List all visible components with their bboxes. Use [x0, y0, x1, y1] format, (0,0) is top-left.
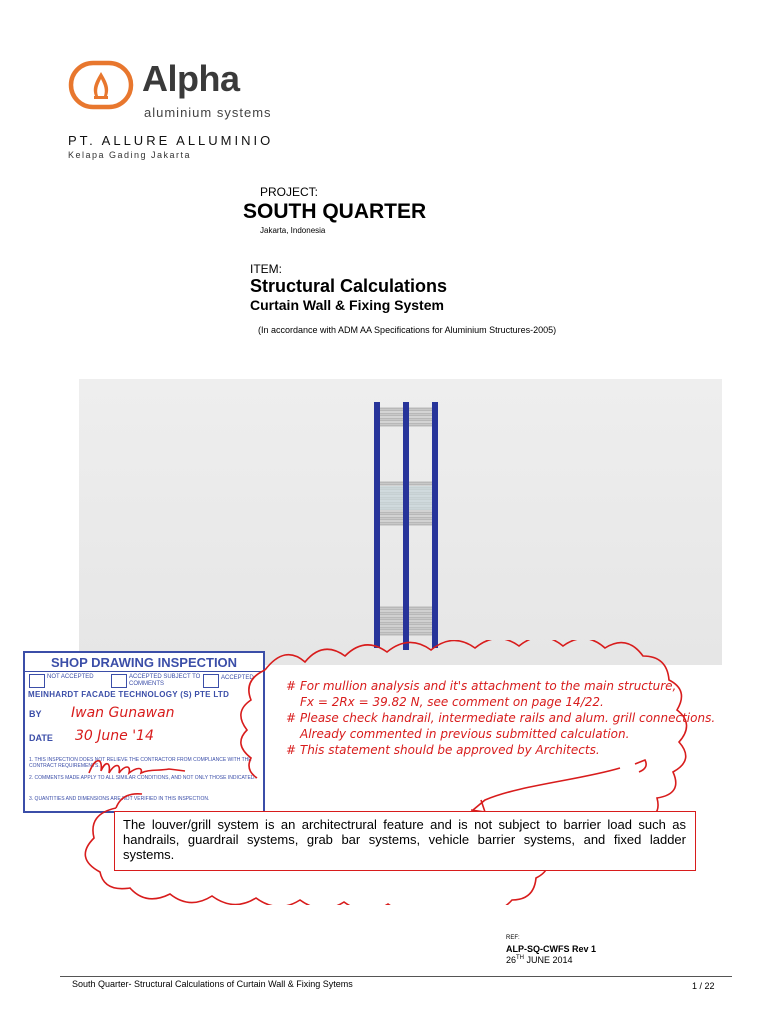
stamp-title: SHOP DRAWING INSPECTION [50, 655, 238, 670]
comment-line-4: Already commented in previous submitted calculation. [300, 727, 630, 741]
stamp-date-label: DATE [29, 733, 53, 743]
footer-title: South Quarter- Structural Calculations of Curtain Wall & Fixing Sytems [72, 979, 353, 989]
project-location: Jakarta, Indonesia [260, 226, 326, 235]
stamp-company: MEINHARDT FACADE TECHNOLOGY (S) PTE LTD [28, 690, 230, 699]
ref-date [506, 955, 573, 965]
comment-line-1: # For mullion analysis and it's attachment to the main structure, [286, 679, 677, 693]
comment-line-5: # This statement should be approved by Architects. [286, 743, 600, 757]
item-label: ITEM: [250, 262, 282, 276]
project-label: PROJECT: [260, 185, 319, 199]
ref-label: REF: [506, 935, 520, 941]
project-name: SOUTH QUARTER [243, 200, 427, 223]
ref-code: ALP-SQ-CWFS Rev 1 [506, 944, 597, 954]
alpha-logo-icon [68, 60, 134, 110]
ref-date-rest: JUNE 2014 [524, 955, 573, 965]
stamp-option-accepted: ACCEPTED [221, 675, 254, 681]
company-location: Kelapa Gading Jakarta [68, 150, 192, 160]
review-comments [286, 678, 715, 758]
stamp-checkbox-not-accepted [29, 674, 45, 688]
stamp-by-value: Iwan Gunawan [71, 705, 175, 721]
company-name: PT. ALLURE ALLUMINIO [68, 133, 274, 148]
louver-frame-illustration [372, 402, 440, 650]
item-subtitle: Curtain Wall & Fixing System [250, 297, 444, 313]
brand-name: Alpha [142, 58, 240, 99]
stamp-clause-2: 2. COMMENTS MADE APPLY TO ALL SIMILAR CONDITIONS, AND NOT ONLY THOSE INDICATED. [29, 775, 256, 781]
stamp-by-label: BY [29, 709, 42, 719]
brand-tagline: aluminium systems [144, 105, 272, 120]
stamp-option-accepted-subject: ACCEPTED SUBJECT TO COMMENTS [129, 674, 201, 687]
item-title: Structural Calculations [250, 276, 448, 296]
footer-divider [60, 976, 732, 977]
comment-line-3: # Please check handrail, intermediate rails and alum. grill connections. [286, 711, 716, 725]
stamp-clause-3: 3. QUANTITIES AND DIMENSIONS ARE NOT VERIFIED IN THIS INSPECTION. [29, 796, 210, 802]
stamp-date-value: 30 June '14 [75, 728, 154, 744]
louver-statement: The louver/grill system is an architectrural feature and is not subject to barrier load such as handrails, guardrail systems, grab bar systems, vehicle barrier systems, and fixed ladder systems. [123, 817, 686, 862]
stamp-option-not-accepted: NOT ACCEPTED [47, 674, 94, 680]
stamp-clause-1: 1. THIS INSPECTION DOES NOT RELIEVE THE CONTRACTOR FROM COMPLIANCE WITH THE CONTRACT REQUIREMENTS. [29, 757, 252, 769]
comment-line-2: Fx = 2Rx = 39.82 N, see comment on page 14/22. [300, 695, 604, 709]
ref-date-suffix: TH [516, 955, 525, 961]
item-note: (In accordance with ADM AA Specifications for Aluminium Structures-2005) [258, 325, 557, 335]
page-number: 1 / 22 [692, 981, 715, 991]
ref-date-day: 26 [506, 955, 517, 965]
